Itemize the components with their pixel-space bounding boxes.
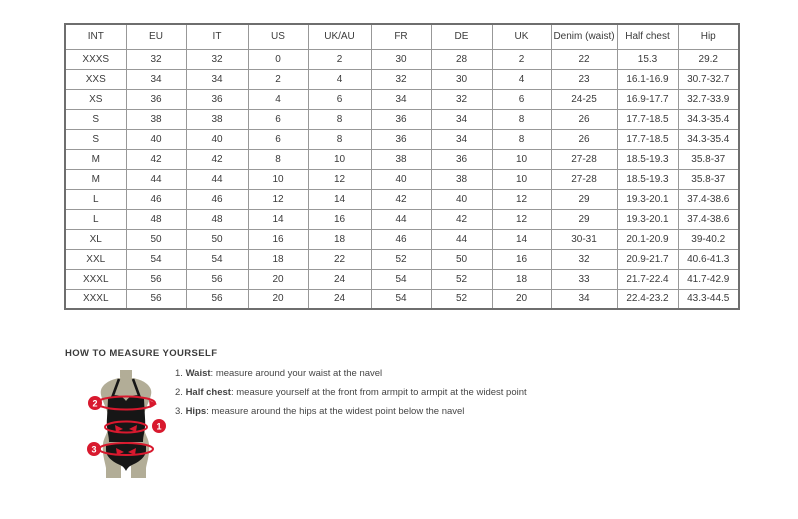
size-cell: 19.3-20.1 <box>617 209 678 229</box>
size-cell: 12 <box>492 209 551 229</box>
size-cell: 42 <box>186 149 248 169</box>
size-cell: M <box>65 149 126 169</box>
size-cell: 42 <box>126 149 186 169</box>
size-cell: 2 <box>248 69 308 89</box>
size-row <box>65 189 739 209</box>
size-cell: 43.3-44.5 <box>678 289 739 309</box>
instruction-number: 3. <box>175 405 186 417</box>
column-header: DE <box>431 24 492 49</box>
size-cell: S <box>65 129 126 149</box>
size-cell: 8 <box>308 129 371 149</box>
size-cell: 16.9-17.7 <box>617 89 678 109</box>
size-cell: 4 <box>308 69 371 89</box>
instruction-number: 1. <box>175 368 186 379</box>
size-row <box>65 109 739 129</box>
size-cell: 42 <box>431 209 492 229</box>
size-cell: 20.1-20.9 <box>617 229 678 249</box>
instruction-term: Waist <box>185 368 211 379</box>
size-cell: 19.3-20.1 <box>617 189 678 209</box>
size-row <box>65 229 739 249</box>
size-cell: 32 <box>371 69 431 89</box>
size-cell: 23 <box>551 69 617 89</box>
size-table <box>64 23 740 310</box>
size-cell: 18 <box>308 229 371 249</box>
size-cell: 8 <box>492 129 551 149</box>
size-cell: 27-28 <box>551 169 617 189</box>
column-header: Half chest <box>617 24 678 49</box>
instruction-number: 2. <box>175 386 186 398</box>
size-cell: 54 <box>371 289 431 309</box>
size-cell: 6 <box>308 89 371 109</box>
size-cell: 18 <box>492 269 551 289</box>
size-cell: 34 <box>126 69 186 89</box>
column-header: UK <box>492 24 551 49</box>
size-cell: 22 <box>551 49 617 69</box>
size-row <box>65 69 739 89</box>
size-cell: 20 <box>248 269 308 289</box>
column-header: UK/AU <box>308 24 371 49</box>
swimsuit-top <box>107 395 145 442</box>
measure-point-chest-badge <box>88 396 102 410</box>
size-cell: XXXS <box>65 49 126 69</box>
size-cell: 30 <box>431 69 492 89</box>
size-cell: 44 <box>186 169 248 189</box>
size-cell: 20 <box>492 289 551 309</box>
size-cell: 14 <box>248 209 308 229</box>
size-cell: 34 <box>431 109 492 129</box>
size-cell: 15.3 <box>617 49 678 69</box>
size-cell: 34 <box>186 69 248 89</box>
size-cell: 40 <box>186 129 248 149</box>
size-row <box>65 169 739 189</box>
size-cell: 18 <box>248 249 308 269</box>
size-cell: 46 <box>186 189 248 209</box>
size-cell: 12 <box>492 189 551 209</box>
size-cell: 38 <box>371 149 431 169</box>
instruction-text: : measure around your waist at the navel <box>210 368 383 379</box>
size-row <box>65 289 739 309</box>
size-cell: 20.9-21.7 <box>617 249 678 269</box>
size-cell: 30-31 <box>551 229 617 249</box>
size-cell: 16 <box>248 229 308 249</box>
size-cell: 10 <box>308 149 371 169</box>
size-cell: 35.8-37 <box>678 169 739 189</box>
measure-instructions <box>175 369 595 426</box>
column-header: Denim (waist) <box>551 24 617 49</box>
size-cell: 16.1-16.9 <box>617 69 678 89</box>
size-cell: 6 <box>492 89 551 109</box>
size-cell: 40 <box>126 129 186 149</box>
size-cell: 50 <box>186 229 248 249</box>
column-header: EU <box>126 24 186 49</box>
size-cell: 34.3-35.4 <box>678 129 739 149</box>
size-cell: 14 <box>308 189 371 209</box>
column-header: INT <box>65 24 126 49</box>
column-header: FR <box>371 24 431 49</box>
size-cell: XXXL <box>65 289 126 309</box>
size-cell: 6 <box>248 109 308 129</box>
size-cell: XXS <box>65 69 126 89</box>
size-cell: 20 <box>248 289 308 309</box>
size-cell: 34 <box>431 129 492 149</box>
size-cell: 16 <box>308 209 371 229</box>
size-cell: 18.5-19.3 <box>617 169 678 189</box>
size-cell: 10 <box>492 149 551 169</box>
badge-number-3: 3 <box>91 444 97 455</box>
size-cell: 50 <box>126 229 186 249</box>
size-cell: 54 <box>126 249 186 269</box>
size-cell: 4 <box>248 89 308 109</box>
size-row <box>65 149 739 169</box>
size-cell: M <box>65 169 126 189</box>
size-cell: XXXL <box>65 269 126 289</box>
size-cell: 22 <box>308 249 371 269</box>
instruction-term: Half chest <box>185 386 231 398</box>
size-cell: 24 <box>308 289 371 309</box>
size-cell: 4 <box>492 69 551 89</box>
instruction-term: Hips <box>185 405 207 417</box>
size-cell: 44 <box>126 169 186 189</box>
size-cell: 26 <box>551 109 617 129</box>
size-cell: 24-25 <box>551 89 617 109</box>
size-table-body <box>65 49 739 309</box>
badge-number-1: 1 <box>156 421 162 432</box>
size-cell: 12 <box>308 169 371 189</box>
size-cell: 52 <box>431 269 492 289</box>
size-cell: 44 <box>371 209 431 229</box>
size-cell: 2 <box>492 49 551 69</box>
size-cell: 17.7-18.5 <box>617 129 678 149</box>
measure-instruction-item <box>175 388 595 398</box>
size-cell: 18.5-19.3 <box>617 149 678 169</box>
size-cell: 38 <box>126 109 186 129</box>
size-cell: 56 <box>126 289 186 309</box>
measure-instruction-item <box>175 407 595 417</box>
size-cell: 32 <box>551 249 617 269</box>
column-header: IT <box>186 24 248 49</box>
size-row <box>65 129 739 149</box>
size-cell: 0 <box>248 49 308 69</box>
size-cell: 29 <box>551 189 617 209</box>
size-cell: 36 <box>186 89 248 109</box>
size-cell: 41.7-42.9 <box>678 269 739 289</box>
size-cell: 10 <box>492 169 551 189</box>
measure-point-hips-badge <box>87 442 101 456</box>
size-cell: 48 <box>126 209 186 229</box>
size-cell: 6 <box>248 129 308 149</box>
size-cell: S <box>65 109 126 129</box>
measure-section-title: HOW TO MEASURE YOURSELF <box>65 348 218 359</box>
size-cell: 8 <box>248 149 308 169</box>
size-cell: 44 <box>431 229 492 249</box>
measurement-figure <box>76 370 176 483</box>
size-cell: 32 <box>186 49 248 69</box>
instruction-text: : measure yourself at the front from armpit to armpit at the widest point <box>230 386 527 398</box>
instruction-text: : measure around the hips at the widest point below the navel <box>206 405 465 417</box>
size-cell: 30 <box>371 49 431 69</box>
size-cell: 28 <box>431 49 492 69</box>
size-cell: 32 <box>126 49 186 69</box>
size-cell: 30.7-32.7 <box>678 69 739 89</box>
size-cell: 8 <box>308 109 371 129</box>
size-cell: 40.6-41.3 <box>678 249 739 269</box>
size-row <box>65 89 739 109</box>
size-cell: 42 <box>371 189 431 209</box>
size-cell: 36 <box>371 129 431 149</box>
size-cell: 32 <box>431 89 492 109</box>
size-cell: 37.4-38.6 <box>678 189 739 209</box>
size-cell: 56 <box>126 269 186 289</box>
size-cell: 48 <box>186 209 248 229</box>
size-cell: 29 <box>551 209 617 229</box>
size-cell: 17.7-18.5 <box>617 109 678 129</box>
size-row <box>65 269 739 289</box>
size-cell: XXL <box>65 249 126 269</box>
size-row <box>65 49 739 69</box>
size-row <box>65 209 739 229</box>
size-cell: 22.4-23.2 <box>617 289 678 309</box>
size-cell: 46 <box>371 229 431 249</box>
size-cell: 52 <box>371 249 431 269</box>
size-cell: 10 <box>248 169 308 189</box>
size-cell: 38 <box>431 169 492 189</box>
size-cell: 33 <box>551 269 617 289</box>
size-cell: 54 <box>186 249 248 269</box>
column-header: Hip <box>678 24 739 49</box>
size-cell: 32.7-33.9 <box>678 89 739 109</box>
size-cell: 35.8-37 <box>678 149 739 169</box>
badge-number-2: 2 <box>92 398 98 409</box>
size-cell: 24 <box>308 269 371 289</box>
size-cell: XS <box>65 89 126 109</box>
size-cell: L <box>65 209 126 229</box>
size-cell: 36 <box>126 89 186 109</box>
size-cell: 36 <box>371 109 431 129</box>
size-cell: 54 <box>371 269 431 289</box>
size-cell: 37.4-38.6 <box>678 209 739 229</box>
size-cell: 26 <box>551 129 617 149</box>
size-cell: 40 <box>431 189 492 209</box>
measure-instruction-item <box>175 369 595 379</box>
size-cell: 21.7-22.4 <box>617 269 678 289</box>
size-cell: 36 <box>431 149 492 169</box>
size-cell: 56 <box>186 289 248 309</box>
size-cell: 46 <box>126 189 186 209</box>
column-header: US <box>248 24 308 49</box>
mannequin-illustration <box>76 370 176 483</box>
size-row <box>65 249 739 269</box>
size-cell: 27-28 <box>551 149 617 169</box>
size-cell: 39-40.2 <box>678 229 739 249</box>
size-cell: 38 <box>186 109 248 129</box>
size-cell: 12 <box>248 189 308 209</box>
size-cell: L <box>65 189 126 209</box>
size-table-head-row <box>65 24 739 49</box>
size-cell: 14 <box>492 229 551 249</box>
size-cell: 52 <box>431 289 492 309</box>
size-cell: 2 <box>308 49 371 69</box>
size-cell: 56 <box>186 269 248 289</box>
size-cell: 40 <box>371 169 431 189</box>
size-cell: 16 <box>492 249 551 269</box>
size-cell: 34 <box>371 89 431 109</box>
measure-point-waist-badge <box>152 419 166 433</box>
size-cell: 8 <box>492 109 551 129</box>
size-cell: 50 <box>431 249 492 269</box>
size-cell: 34.3-35.4 <box>678 109 739 129</box>
size-cell: 34 <box>551 289 617 309</box>
size-cell: XL <box>65 229 126 249</box>
size-chart <box>64 23 738 310</box>
size-cell: 29.2 <box>678 49 739 69</box>
